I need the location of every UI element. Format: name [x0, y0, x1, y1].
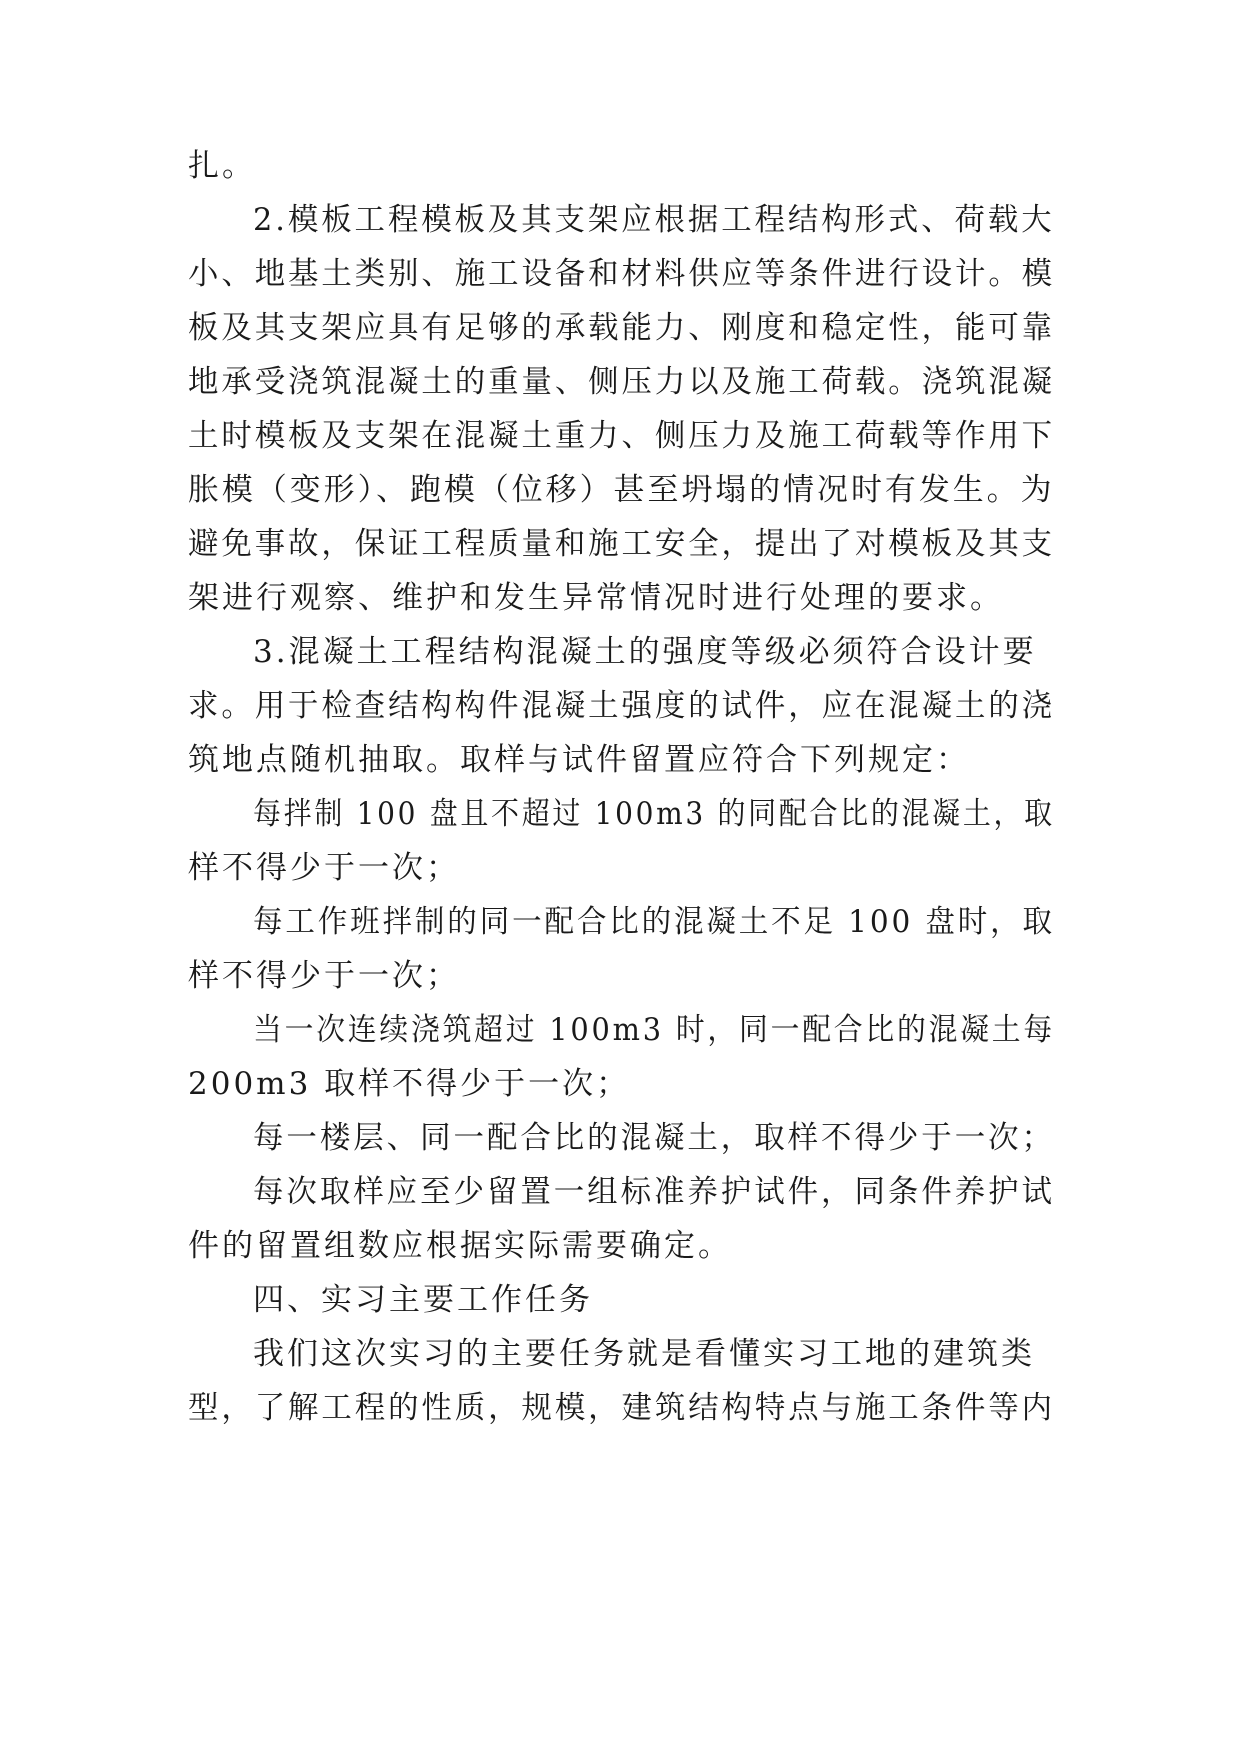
text-line: 我们这次实习的主要任务就是看懂实习工地的建筑类	[253, 1336, 1035, 1372]
text-line: 板及其支架应具有足够的承载能力、刚度和稳定性，能可靠	[188, 310, 1056, 346]
text-line: 胀模（变形）、跑模（位移）甚至坍塌的情况时有发生。为	[188, 472, 1055, 508]
text-line: 200m3 取样不得少于一次；	[188, 1066, 631, 1102]
text-line: 架进行观察、维护和发生异常情况时进行处理的要求。	[188, 580, 1004, 616]
text-line: 每一楼层、同一配合比的混凝土，取样不得少于一次；	[253, 1120, 1055, 1156]
text-line: 每工作班拌制的同一配合比的混凝土不足 100 盘时，取	[253, 904, 1055, 940]
text-line: 2.模板工程模板及其支架应根据工程结构形式、荷载大	[253, 202, 1055, 238]
text-line: 型，了解工程的性质，规模，建筑结构特点与施工条件等内	[188, 1390, 1056, 1426]
text-line: 件的留置组数应根据实际需要确定。	[188, 1228, 732, 1264]
text-line: 3.混凝土工程结构混凝土的强度等级必须符合设计要	[253, 634, 1037, 670]
text-line: 每次取样应至少留置一组标准养护试件，同条件养护试	[253, 1174, 1055, 1210]
text-line: 样不得少于一次；	[188, 958, 460, 994]
text-line: 当一次连续浇筑超过 100m3 时，同一配合比的混凝土每	[253, 1012, 1055, 1048]
text-line: 扎。	[188, 148, 256, 184]
text-line: 小、地基土类别、施工设备和材料供应等条件进行设计。模	[188, 256, 1056, 292]
text-line: 避免事故，保证工程质量和施工安全，提出了对模板及其支	[188, 526, 1056, 562]
section-heading: 四、实习主要工作任务	[253, 1282, 593, 1318]
text-line: 求。用于检查结构构件混凝土强度的试件，应在混凝土的浇	[188, 688, 1056, 724]
text-line: 土时模板及支架在混凝土重力、侧压力及施工荷载等作用下	[188, 418, 1056, 454]
text-line: 地承受浇筑混凝土的重量、侧压力以及施工荷载。浇筑混凝	[188, 364, 1056, 400]
text-line: 筑地点随机抽取。取样与试件留置应符合下列规定：	[188, 742, 970, 778]
text-line: 样不得少于一次；	[188, 850, 460, 886]
text-line: 每拌制 100 盘且不超过 100m3 的同配合比的混凝土，取	[253, 796, 1055, 832]
